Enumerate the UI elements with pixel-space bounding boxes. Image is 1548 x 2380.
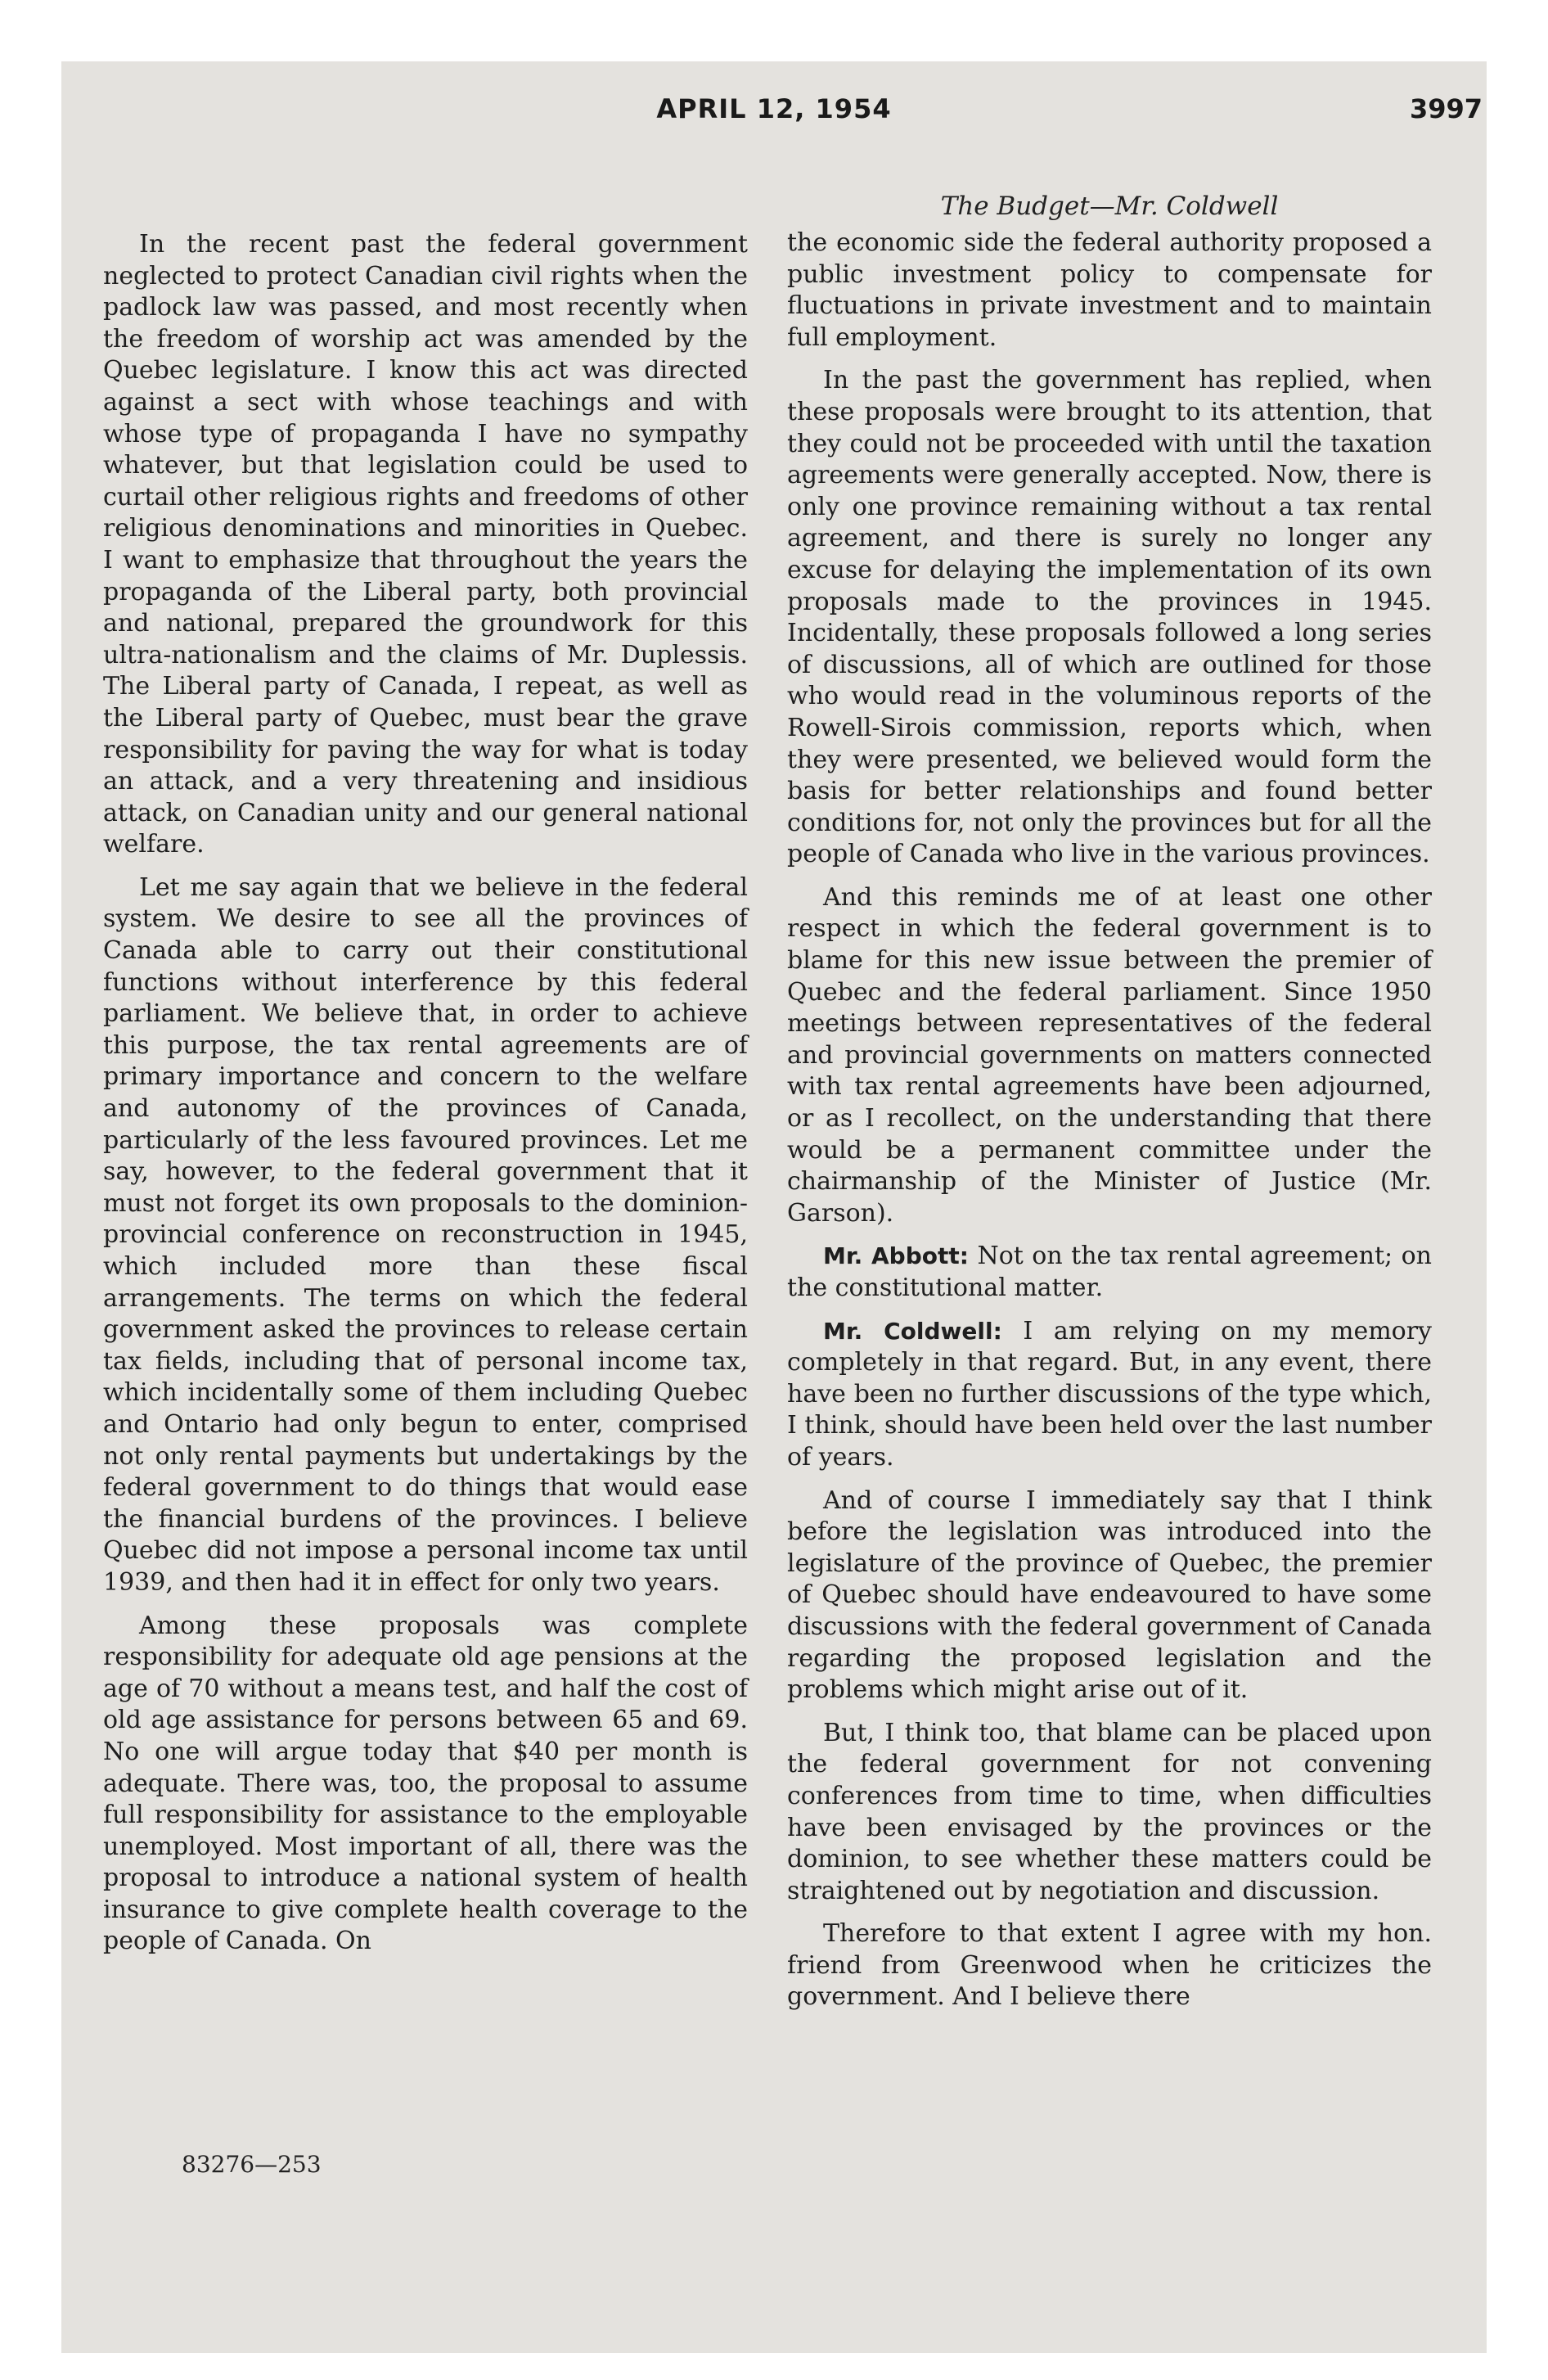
page-date: APRIL 12, 1954 xyxy=(656,93,892,124)
speech-text: Not on the tax rental agreement; on the constitutional matter. xyxy=(787,1242,1432,1302)
left-column xyxy=(103,229,748,1969)
paragraph: Therefore to that extent I agree with my hon. friend from Greenwood when he criticizes the government. And I believe there xyxy=(787,1919,1432,2012)
speaker-name: Mr. Coldwell: xyxy=(823,1317,1002,1345)
paragraph: Among these proposals was complete responsibility for adequate old age pensions at the age of 70 without a means test, and half the cost of old age assistance for persons between 65 and 69. No one will argue today that $40 per month is adequate. There was, too, the proposal to assume full responsibility for assistance to the employable unemployed. Most important of all, there was the proposal to introduce a national system of health insurance to give complete health coverage to the people of Canada. On xyxy=(103,1611,748,1956)
print-code: 83276—253 xyxy=(182,2151,322,2178)
paragraph: And this reminds me of at least one other respect in which the federal government is to blame for this new issue between the premier of Quebec and the federal parliament. Since 1950 meetings between representatives of the federal and provincial governments on matters connected with tax rental agreements have been adjourned, or as I recollect, on the understanding that there would be a permanent committee under the chairmanship of the Minister of Justice (Mr. Garson). xyxy=(787,882,1432,1228)
paragraph: But, I think too, that blame can be placed upon the federal government for not convening conferences from time to time, when difficulties have been envisaged by the provinces or the dominion, to see whether these matters could be straightened out by negotiation and discussion. xyxy=(787,1718,1432,1905)
paragraph: In the recent past the federal government neglected to protect Canadian civil rights when the padlock law was passed, and most recently when the freedom of worship act was amended by the Quebec legislature. I know this act was directed against a sect with whose teachings and with whose type of propaganda I have no sympathy whatever, but that legislation could be used to curtail other religious rights and freedoms of other religious denominations and minorities in Quebec. I want to emphasize that throughout the years the propaganda of the Liberal party, both provincial and national, prepared the groundwork for this ultra-nationalism and the claims of Mr. Duplessis. The Liberal party of Canada, I repeat, as well as the Liberal party of Quebec, must bear the grave responsibility for paving the way for what is today an attack, and a very threatening and insidious attack, on Canadian unity and our general national welfare. xyxy=(103,230,748,859)
paragraph-continuation: the economic side the federal authority proposed a public investment policy to compensate for fluctuations in private investment and to maintain full employment. xyxy=(787,228,1432,352)
interjection xyxy=(787,1241,1432,1304)
paragraph: Let me say again that we believe in the federal system. We desire to see all the provinces of Canada able to carry out their constitutional functions without interference by this federal parliament. We believe that, in order to achieve this purpose, the tax rental agreements are of primary importance and concern to the welfare and autonomy of the provinces of Canada, particularly of the less favoured provinces. Let me say, however, to the federal government that it must not forget its own proposals to the dominion-provincial conference on reconstruction in 1945, which included more than these fiscal arrangements. The terms on which the federal government asked the provinces to release certain tax fields, including that of personal income tax, which incidentally some of them including Quebec and Ontario had only begun to enter, comprised not only rental payments but undertakings by the federal government to do things that would ease the financial burdens of the provinces. I believe Quebec did not impose a personal income tax until 1939, and then had it in effect for only two years. xyxy=(103,872,748,1597)
paragraph: And of course I immediately say that I think before the legislation was introduced into the legislature of the province of Quebec, the premier of Quebec should have endeavoured to have some discussions with the federal government of Canada regarding the proposed legislation and the problems which might arise out of it. xyxy=(787,1485,1432,1705)
speech-text: I am relying on my memory completely in that regard. But, in any event, there have been no further discussions of the type which, I think, should have been held over the last number of years. xyxy=(787,1316,1433,1472)
paragraph: In the past the government has replied, when these proposals were brought to its attention, that they could not be proceeded with until the taxation agreements were generally accepted. Now, there is only one province remaining without a tax rental agreement, and there is surely no longer any excuse for delaying the implementation of its own proposals made to the provinces in 1945. Incidentally, these proposals followed a long series of discussions, all of which are outlined for those who would read in the voluminous reports of the Rowell-Sirois commission, reports which, when they were presented, we believed would form the basis for better relationships and found better conditions for, not only the provinces but for all the people of Canada who live in the various provinces. xyxy=(787,366,1432,869)
speaker-name: Mr. Abbott: xyxy=(823,1242,969,1270)
right-column xyxy=(787,228,1432,2025)
page-number: 3997 xyxy=(1409,93,1483,124)
interjection xyxy=(787,1316,1432,1474)
running-head: The Budget—Mr. Coldwell xyxy=(940,192,1279,221)
